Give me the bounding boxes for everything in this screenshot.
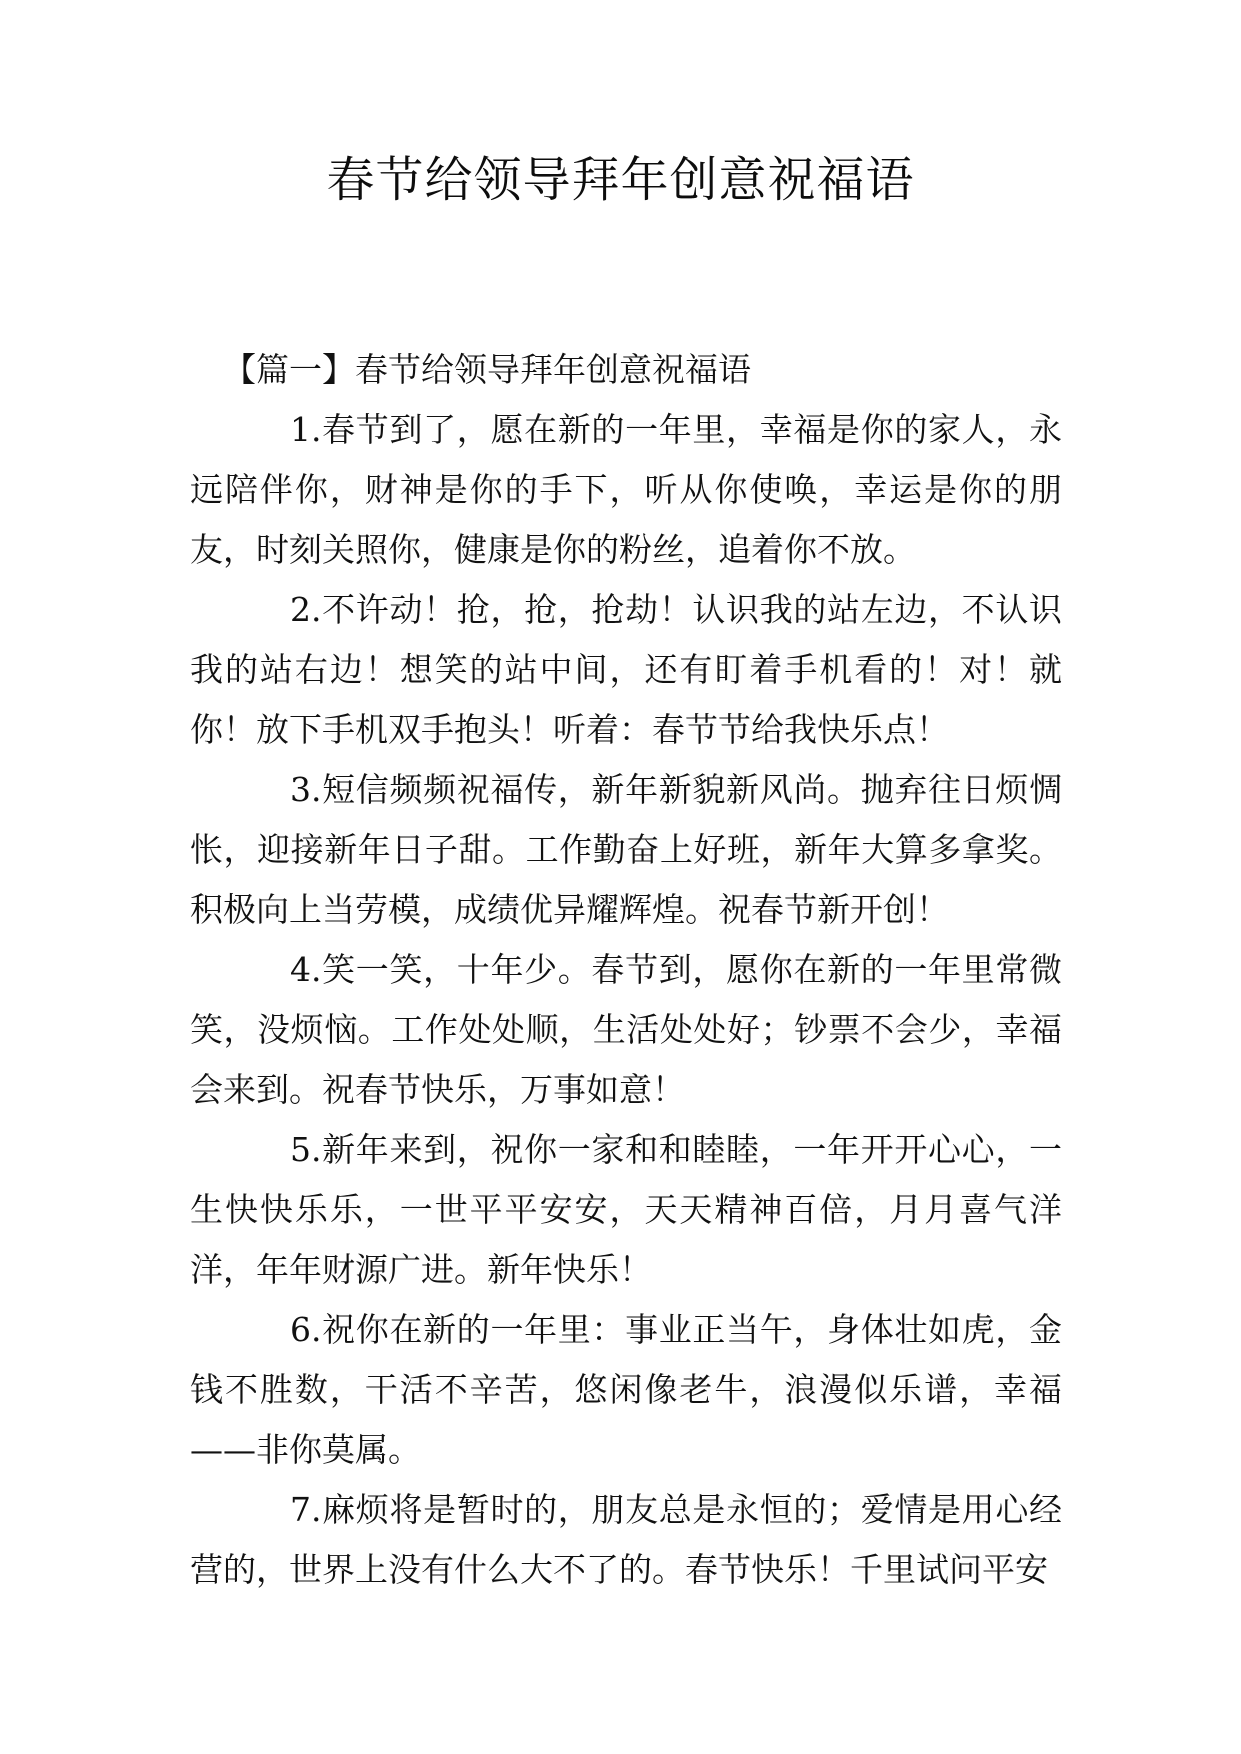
section-heading: 【篇一】春节给领导拜年创意祝福语 (223, 350, 751, 389)
document-title: 春节给领导拜年创意祝福语 (326, 152, 915, 208)
document-body (190, 340, 1062, 1600)
greeting-item-7: 7.麻烦将是暂时的，朋友总是永恒的；爱情是用心经营的，世界上没有什么大不了的。春节快乐！千里试问平安 (190, 1490, 1062, 1589)
greeting-item-3: 3.短信频频祝福传，新年新貌新风尚。抛弃往日烦惆怅，迎接新年日子甜。工作勤奋上好班，新年大算多拿奖。积极向上当劳模，成绩优异耀辉煌。祝春节新开创！ (190, 770, 1062, 929)
greeting-item-2: 2.不许动！抢，抢，抢劫！认识我的站左边，不认识我的站右边！想笑的站中间，还有盯着手机看的！对！就你！放下手机双手抱头！听着：春节节给我快乐点！ (190, 590, 1062, 749)
greeting-item-1: 1.春节到了，愿在新的一年里，幸福是你的家人，永远陪伴你，财神是你的手下，听从你使唤，幸运是你的朋友，时刻关照你，健康是你的粉丝，追着你不放。 (190, 410, 1062, 569)
greeting-item-5: 5.新年来到，祝你一家和和睦睦，一年开开心心，一生快快乐乐，一世平平安安，天天精神百倍，月月喜气洋洋，年年财源广进。新年快乐！ (190, 1130, 1062, 1289)
greeting-item-6: 6.祝你在新的一年里：事业正当午，身体壮如虎，金钱不胜数，干活不辛苦，悠闲像老牛，浪漫似乐谱，幸福——非你莫属。 (190, 1310, 1062, 1469)
greeting-item-4: 4.笑一笑，十年少。春节到，愿你在新的一年里常微笑，没烦恼。工作处处顺，生活处处好；钞票不会少，幸福会来到。祝春节快乐，万事如意！ (190, 950, 1062, 1109)
